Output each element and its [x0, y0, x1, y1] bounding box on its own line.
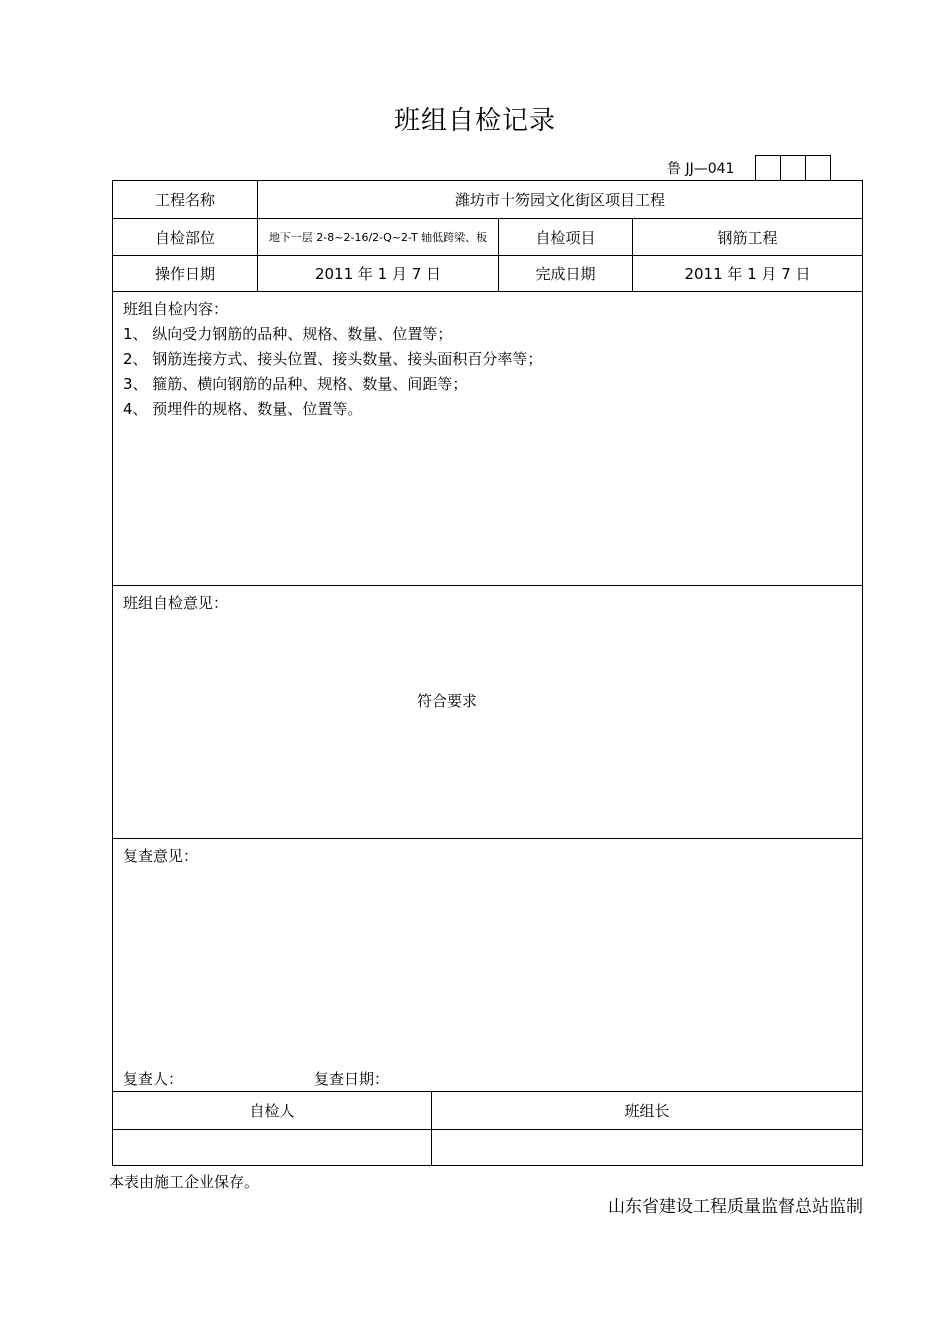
review-heading: 复查意见：: [123, 847, 199, 865]
done-date-value: 2011 年 1 月 7 日: [684, 265, 811, 283]
page-title: 班组自检记录: [393, 106, 556, 136]
reviewer-label: 复查人：: [123, 1070, 184, 1088]
row-divider: [113, 838, 862, 839]
op-date-value: 2011 年 1 月 7 日: [314, 265, 442, 283]
code-box-2: [780, 155, 806, 180]
inspection-form: [112, 180, 863, 1166]
leader-signature-cell: [432, 1130, 862, 1166]
opinion-value: 符合要求: [417, 692, 478, 710]
code-box-1: [755, 155, 781, 180]
project-name-label: 工程名称: [154, 191, 215, 209]
inspector-label: 自检人: [249, 1102, 295, 1120]
footer-supervisor: 山东省建设工程质量监督总站监制: [608, 1197, 863, 1217]
content-item: 2、 钢筋连接方式、接头位置、接头数量、接头面积百分率等；: [123, 350, 543, 368]
location-label: 自检部位: [154, 228, 215, 247]
item-value: 钢筋工程: [717, 228, 778, 247]
review-date-label: 复查日期：: [314, 1070, 390, 1088]
op-date-label: 操作日期: [154, 265, 215, 283]
content-item: 3、 箍筋、横向钢筋的品种、规格、数量、间距等；: [123, 375, 468, 393]
item-label: 自检项目: [535, 228, 596, 247]
done-date-label: 完成日期: [535, 265, 596, 283]
code-box-3: [805, 155, 831, 180]
content-item: 4、 预埋件的规格、数量、位置等。: [123, 400, 363, 418]
form-code: 鲁 JJ—041: [667, 161, 735, 177]
opinion-heading: 班组自检意见：: [123, 594, 229, 612]
project-name-value: 潍坊市十笏园文化街区项目工程: [454, 191, 665, 209]
row-divider: [113, 291, 862, 292]
content-heading: 班组自检内容：: [123, 300, 229, 318]
content-item: 1、 纵向受力钢筋的品种、规格、数量、位置等；: [123, 325, 453, 343]
row-divider: [113, 585, 862, 586]
location-value: 地下一层 2-8~2-16/2-Q~2-T 轴低跨梁、板: [268, 231, 488, 244]
code-boxes: [755, 155, 831, 180]
inspector-signature-cell: [113, 1130, 431, 1166]
footer-note: 本表由施工企业保存。: [109, 1173, 260, 1191]
leader-label: 班组长: [624, 1102, 670, 1120]
